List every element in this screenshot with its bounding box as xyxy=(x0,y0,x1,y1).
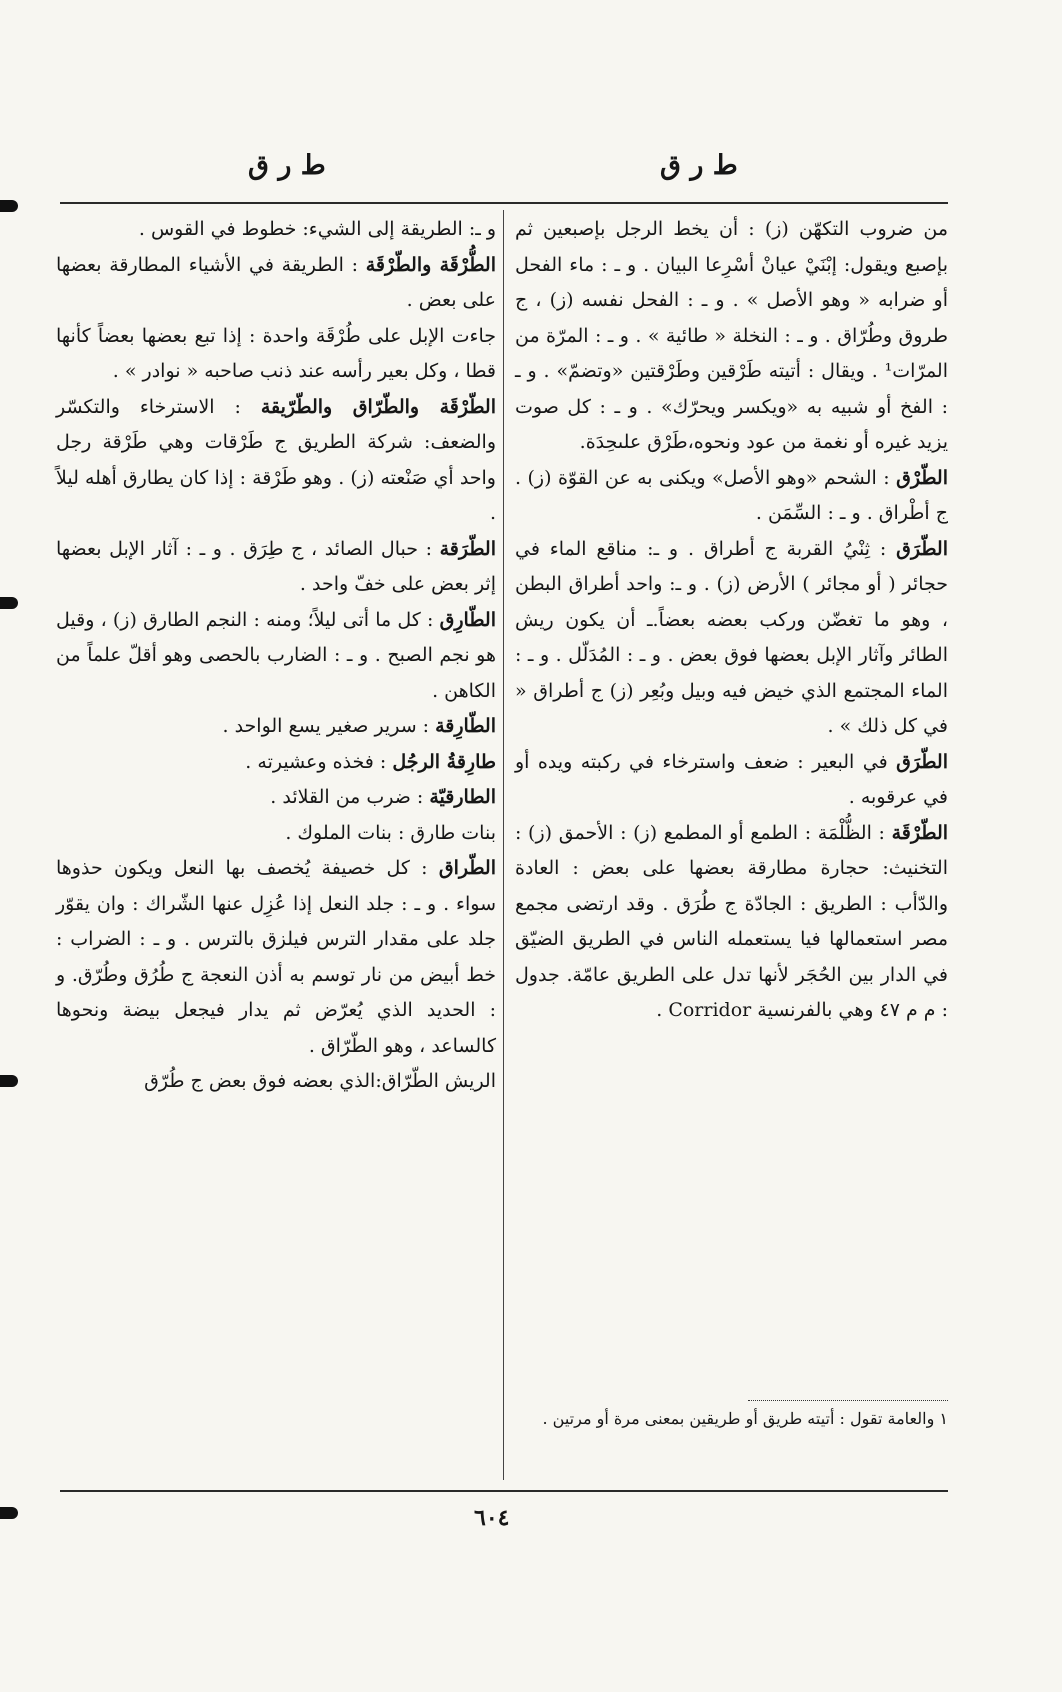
entry-text: و ـ: الطريقة إلى الشيء: خطوط في القوس . xyxy=(138,218,496,240)
entry-text: جاءت الإبل على طُرْقَة واحدة : إذا تبع بعضها بعضاً كأنها قطا ، وكل بعير رأسه عند ذنب صاحبه « نوادر » . xyxy=(56,324,496,382)
scan-edge-mark xyxy=(0,597,18,609)
entry xyxy=(56,1064,496,1100)
footnote: ١ والعامة تقول : أتيته طريق أو طريقين بمعنى مرة أو مرتين . xyxy=(542,1409,948,1428)
entry-text: الريش الطّرّاق:الذي بعضه فوق بعض ج طُرّق xyxy=(144,1070,496,1092)
entry-headword: الطارقيّة xyxy=(429,786,496,808)
entry xyxy=(515,461,948,532)
left-column xyxy=(56,212,496,1100)
entry xyxy=(56,745,496,781)
entry-text: : الشحم «وهو الأصل» ويكنى به عن القوّة (ز) . ج أطْراق . و ـ : السِّمَن . xyxy=(515,466,948,524)
entry-text: : كل ما أتى ليلاً؛ ومنه : النجم الطارق (ز) ، وقيل هو نجم الصبح . و ـ : الضارب بالحصى وهو أقلّ علماً من الكاهن . xyxy=(56,608,496,702)
right-column xyxy=(515,212,948,1029)
running-header-left: ط ر ق xyxy=(248,150,326,181)
entry-text: : فخذه وعشيرته . xyxy=(245,750,387,773)
entry-text: في البعير : ضعف واسترخاء في ركبته ويده أو في عرقوبه . xyxy=(515,750,948,808)
top-rule xyxy=(60,202,948,204)
entry-headword: الطّرْقَة والطّرّاق والطّرّيقة xyxy=(260,395,496,418)
entry xyxy=(515,745,948,816)
entry-headword: الطّراق xyxy=(438,857,496,879)
scan-edge-mark xyxy=(0,1075,18,1087)
entry-headword: الطّرْق xyxy=(896,466,948,489)
entry-headword: الطّارِق xyxy=(439,608,496,631)
entry-text: : ثِنْيُ القربة ج أطراق . و ـ: مناقع الماء في حجائر ( أو مجائر ) الأرض (ز) . و ـ: واحد أطراق البطن ، وهو ما تغضّن وركب بعضه بعضاً.ـ أن يكون ريش الطائر وآثار الإبل بعضها فوق بعض . و ـ : المُدَلّل . و ـ : الماء المجتمع الذي خيض فيه وبيل وبُعِر (ز) ج أطراق « في كل ذلك » . xyxy=(515,537,948,737)
entry-text: من ضروب التكهّن (ز) : أن يخط الرجل بإصبعين ثم بإصبع ويقول: إبْنَيْ عيانْ أسْرِعا البيان . و ـ : ماء الفحل أو ضرابه « وهو الأصل » . و ـ : الفحل نفسه (ز) ، ج طروق وطُرّاق . و ـ : النخلة « طائية » . و ـ : المرّة من المرّات¹ . ويقال : أتيته طَرْقين وطَرْقتين «وتضمّ» . و ـ : الفخ أو شبيه به «ويكسر ويحرّك» . و ـ : كل صوت يزيد غيره أو نغمة من عود ونحوه،طَرْق علىحِدَة. xyxy=(515,218,948,453)
entry xyxy=(515,532,948,745)
entry xyxy=(515,816,948,1029)
entry-text: : ضرب من القلائد . xyxy=(270,786,424,808)
entry xyxy=(56,319,496,390)
entry xyxy=(56,248,496,319)
entry-headword: الطّرَقة xyxy=(439,537,496,560)
entry-text: : حبال الصائد ، ج طِرَق . و ـ : آثار الإبل بعضها إثر بعض على خفّ واحد . xyxy=(56,537,496,595)
entry-headword: الطّرَق xyxy=(896,750,948,773)
entry-text: : الاسترخاء والتكسّر والضعف: شركة الطريق ج طَرْقات وهي طَرْقة رجل واحد أي صَنْعته (ز) . وهو طَرْقة : إذا كان يطارق أهله ليلاً . xyxy=(56,395,496,524)
entry-text: بنات طارق : بنات الملوك . xyxy=(285,821,496,844)
entry xyxy=(56,603,496,710)
entry xyxy=(56,709,496,745)
entry xyxy=(56,532,496,603)
entry xyxy=(56,212,496,248)
entry-headword: الطّرْقَة xyxy=(891,821,949,844)
entry-headword: طارِقةُ الرجُل xyxy=(392,750,496,773)
entry-text: : سرير صغير يسع الواحد . xyxy=(222,715,430,737)
entry-headword: الطّارِقة xyxy=(435,715,496,737)
entry-text: : كل خصيفة يُخصف بها النعل ويكون حذوها سواء . و ـ : جلد النعل إذا عُزِل عنها الشّراك : وان يقوّر جلد على مقدار الترس فيلزق بالترس . و ـ : الضراب : خط أبيض من نار توسم به أذن النعجة ج طُرُق وطُرّق. و : الحديد الذي يُعرّض ثم يدار فيجعل بيضة ونحوها كالساعد ، وهو الطّرّاق . xyxy=(56,857,496,1057)
entry xyxy=(56,390,496,532)
entry xyxy=(515,212,948,461)
entry-text: : الطريقة في الأشياء المطارقة بعضها على بعض . xyxy=(56,253,496,311)
entry-text: : الظُّلْمَة : الطمع أو المطمع (ز) : الأحمق (ز) : التخنيث: حجارة مطارقة بعضها على بعض : العادة والدّأب : الطريق : الجادّة ج طُرَق . وقد ارتضى مجمع مصر استعمالها فيا يستعمله الناس في الطريق الضيّق في الدار بين الحُجَر لأنها تدل على الطريق عامّة. جدول : م م ٤٧ وهي بالفرنسية Corridor . xyxy=(515,821,948,1021)
page-number: ٦٠٤ xyxy=(474,1505,510,1531)
running-header-right: ط ر ق xyxy=(660,150,738,181)
scan-edge-mark xyxy=(0,200,18,212)
bottom-rule xyxy=(60,1490,948,1492)
footnote-rule xyxy=(748,1400,948,1401)
entry-headword: الطُّرْقَة والطّرْقَة xyxy=(365,253,496,276)
scan-edge-mark xyxy=(0,1507,18,1519)
entry xyxy=(56,816,496,852)
column-separator xyxy=(503,210,504,1480)
entry-headword: الطّرَق xyxy=(896,537,948,560)
entry xyxy=(56,851,496,1064)
entry xyxy=(56,780,496,816)
